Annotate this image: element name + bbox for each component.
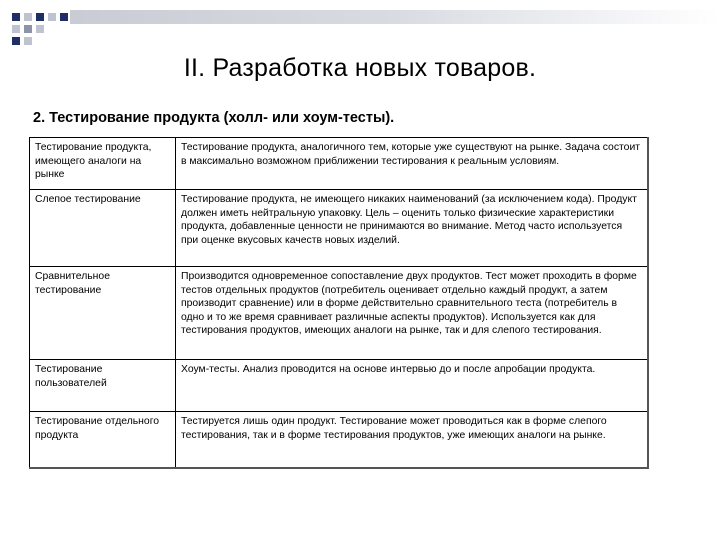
decor-square <box>24 13 32 21</box>
decor-square <box>48 13 56 21</box>
testing-methods-table <box>29 137 649 469</box>
table-row <box>30 360 648 412</box>
table-row <box>30 412 648 468</box>
decor-square <box>24 25 32 33</box>
table-row <box>30 138 648 190</box>
header-bar <box>70 10 720 24</box>
description-cell: Тестируется лишь один продукт. Тестирование может проводиться как в форме слепого тестирования, так и в форме тестирования продуктов, уже имеющих аналоги на рынке. <box>176 412 648 468</box>
decor-square <box>36 13 44 21</box>
method-cell: Тестирование продукта, имеющего аналоги на рынке <box>30 138 176 190</box>
description-cell: Тестирование продукта, не имеющего никаких наименований (за исключением кода). Продукт должен иметь нейтральную упаковку. Цель – оценить только физические характеристики продукта, добавленные ценности не принимаются во внимание. Метод часто используется при оценке вкусовых качеств новых изделий. <box>176 190 648 267</box>
decor-square <box>36 25 44 33</box>
method-cell: Тестирование отдельного продукта <box>30 412 176 468</box>
slide-subtitle: 2. Тестирование продукта (холл- или хоум-тесты). <box>33 110 395 126</box>
decor-square <box>12 37 20 45</box>
decor-square <box>12 13 20 21</box>
description-cell: Производится одновременное сопоставление двух продуктов. Тест может проходить в форме тестов отдельных продуктов (потребитель оценивает отдельно каждый продукт, а затем производит сравнение) или в форме действительно сравнительного теста (потребитель в одно и то же время сравнивает различные аспекты продуктов). Используется как для тестирования продуктов, имеющих аналоги на рынке, так и для слепого тестирования. <box>176 267 648 360</box>
description-cell: Тестирование продукта, аналогичного тем, которые уже существуют на рынке. Задача состоит в максимально возможном приближении тестирования к реальным условиям. <box>176 138 648 190</box>
description-cell: Хоум-тесты. Анализ проводится на основе интервью до и после апробации продукта. <box>176 360 648 412</box>
method-cell: Слепое тестирование <box>30 190 176 267</box>
slide-title: II. Разработка новых товаров. <box>183 54 537 82</box>
decor-square <box>60 13 68 21</box>
table-row <box>30 267 648 360</box>
method-cell: Сравнительное тестирование <box>30 267 176 360</box>
decor-square <box>24 37 32 45</box>
method-cell: Тестирование пользователей <box>30 360 176 412</box>
decor-square <box>12 25 20 33</box>
table-row <box>30 190 648 267</box>
